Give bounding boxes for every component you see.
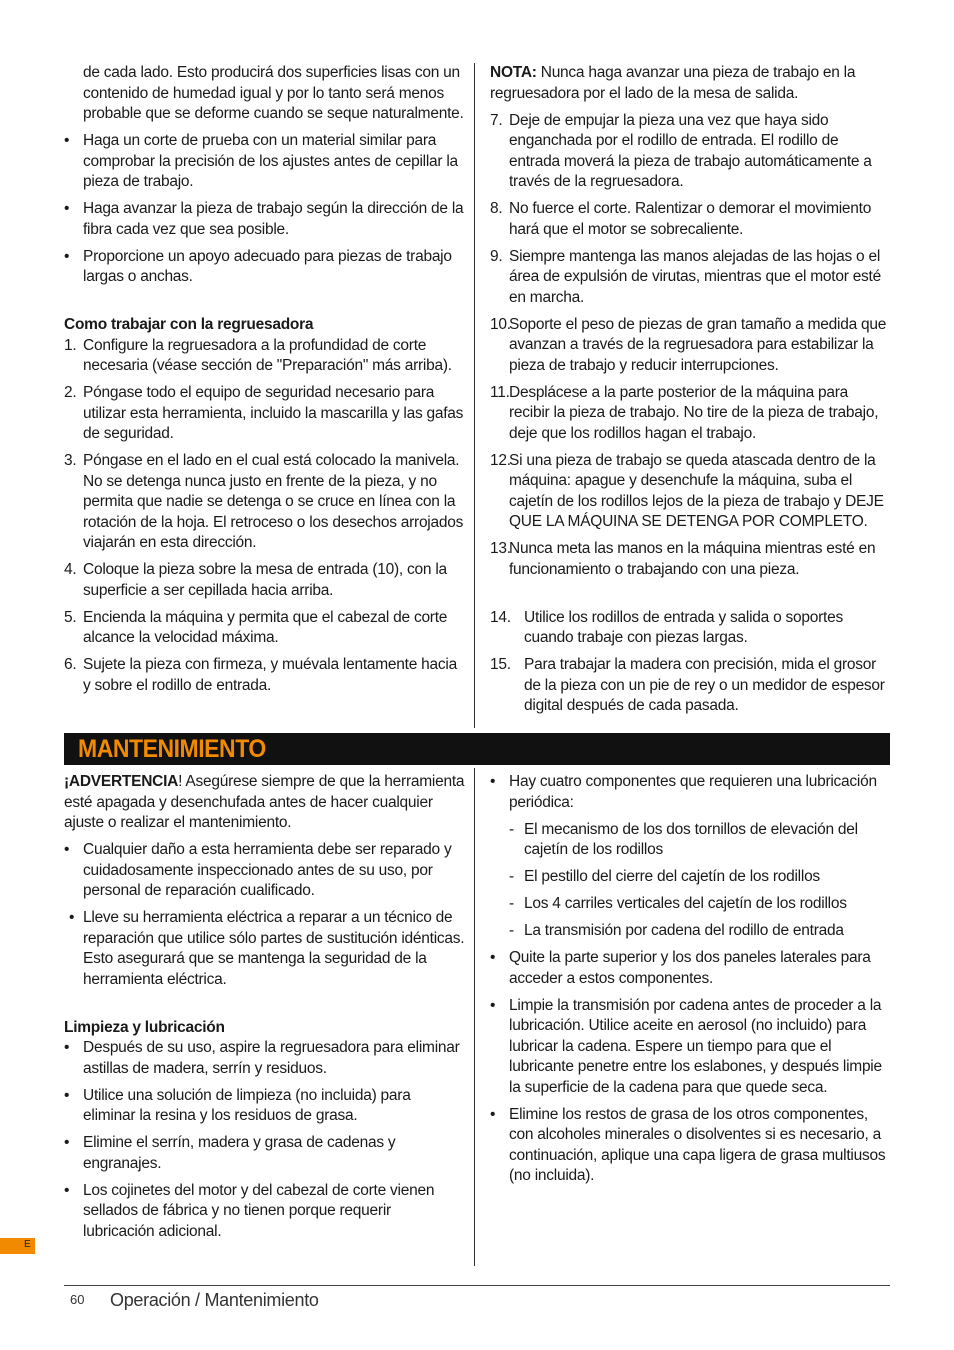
list-item: 7. Deje de empujar la pieza una vez que haya sido enganchada por el rodillo de entrada. El rodillo de entrada moverá la pieza de trabajo automáticamente a través de la regruesadora. bbox=[490, 111, 872, 190]
list-item: 11. Desplácese a la parte posterior de la máquina para recibir la pieza de trabajo. No tire de la pieza de trabajo, deje que los rodillos hagan el trabajo. bbox=[490, 383, 879, 442]
footer-rule bbox=[64, 1285, 890, 1286]
list-item: • Lleve su herramienta eléctrica a reparar a un técnico de reparación que utilice sólo partes de sustitución idénticas. Esto asegurará que se mantenga la seguridad de la herramienta eléctrica. bbox=[69, 909, 465, 988]
list-item: • Elimine el serrín, madera y grasa de cadenas y engranajes. bbox=[64, 1134, 396, 1172]
list-item: 12. Si una pieza de trabajo se queda atascada dentro de la máquina: apague y desenchufe la máquina, suba el cajetín de los rodillos lejos de la pieza de trabajo y DEJE QUE LA MÁQUINA SE DETENGA POR COMPLETO. bbox=[490, 451, 884, 530]
section-heading: Limpieza y lubricación bbox=[64, 1018, 225, 1036]
list-item: 1. Configure la regruesadora a la profundidad de corte necesaria (véase sección de "Preparación" más arriba). bbox=[64, 336, 452, 374]
section-title: MANTENIMIENTO bbox=[78, 735, 266, 763]
list-item: • Haga avanzar la pieza de trabajo según la dirección de la fibra cada vez que sea posible. bbox=[64, 200, 464, 238]
list-item: • Después de su uso, aspire la regruesadora para eliminar astillas de madera, serrín y residuos. bbox=[64, 1039, 460, 1077]
column-divider bbox=[474, 63, 475, 728]
list-item: • Elimine los restos de grasa de los otros componentes, con alcoholes minerales o disolventes si es necesario, a continuación, aplique una capa ligera de grasa multiusos (no incluida). bbox=[490, 1105, 886, 1184]
page-number: 60 bbox=[70, 1292, 85, 1307]
list-item: - El mecanismo de los dos tornillos de elevación del cajetín de los rodillos bbox=[509, 820, 858, 858]
list-item: • Limpie la transmisión por cadena antes de proceder a la lubricación. Utilice aceite en aerosol (no incluido) para lubricar la cadena. Espere un tiempo para que el lubricante penetre entre los eslabones, y después limpie la superficie de la cadena para que quede seca. bbox=[490, 996, 882, 1096]
list-item: • Haga un corte de prueba con un material similar para comprobar la precisión de los ajustes antes de cepillar la pieza de trabajo. bbox=[64, 132, 458, 190]
footer-section-name: Operación / Mantenimiento bbox=[110, 1290, 319, 1310]
list-item: - Los 4 carriles verticales del cajetín de los rodillos bbox=[509, 895, 847, 912]
list-item: 15. Para trabajar la madera con precisión, mida el grosor de la pieza con un pie de rey o un medidor de espesor digital después de cada pasada. bbox=[490, 656, 885, 714]
language-tab bbox=[0, 1238, 35, 1254]
section-band bbox=[64, 733, 890, 765]
list-item: - El pestillo del cierre del cajetín de los rodillos bbox=[509, 868, 820, 885]
top-left-column bbox=[64, 63, 466, 703]
list-item: - La transmisión por cadena del rodillo de entrada bbox=[509, 922, 844, 939]
list-item: 14. Utilice los rodillos de entrada y salida o soportes cuando trabaje con piezas largas. bbox=[490, 608, 843, 646]
bottom-right-column bbox=[490, 772, 892, 1193]
bottom-left-column bbox=[64, 772, 466, 1249]
list-item: • Proporcione un apoyo adecuado para piezas de trabajo largas o anchas. bbox=[64, 247, 452, 285]
list-item: 10. Soporte el peso de piezas de gran tamaño a medida que avanzan a través de la regruesadora para estabilizar la pieza de trabajo y reducir interrupciones. bbox=[490, 315, 887, 374]
list-item: 5. Encienda la máquina y permita que el cabezal de corte alcance la velocidad máxima. bbox=[64, 608, 448, 646]
list-item: 13. Nunca meta las manos en la máquina mientras esté en funcionamiento o trabajando con una pieza. bbox=[490, 540, 876, 578]
column-divider bbox=[474, 768, 475, 1266]
continued-paragraph: de cada lado. Esto producirá dos superficies lisas con un contenido de humedad igual y por lo tanto será menos probable que se deforme cuando se seque naturalmente. bbox=[83, 64, 464, 122]
list-item: • Utilice una solución de limpieza (no incluida) para eliminar la resina y los residuos de grasa. bbox=[64, 1086, 411, 1124]
warning: ¡ADVERTENCIA! Asegúrese siempre de que la herramienta esté apagada y desenchufada antes de hacer cualquier ajuste o realizar el mantenimiento. bbox=[64, 773, 465, 831]
list-item: 9. Siempre mantenga las manos alejadas de las hojas o el área de expulsión de virutas, mientras que el motor esté en marcha. bbox=[490, 247, 881, 306]
top-right-column bbox=[490, 63, 892, 723]
note: NOTA: Nunca haga avanzar una pieza de trabajo en la regruesadora por el lado de la mesa de salida. bbox=[490, 64, 856, 102]
list-item: 6. Sujete la pieza con firmeza, y muévala lentamente hacia y sobre el rodillo de entrada. bbox=[64, 656, 457, 694]
section-heading: Como trabajar con la regruesadora bbox=[64, 316, 314, 333]
list-item: • Los cojinetes del motor y del cabezal de corte vienen sellados de fábrica y no tienen porque requerir lubricación adicional. bbox=[64, 1181, 435, 1240]
list-item: 3. Póngase en el lado en el cual está colocado la manivela. No se detenga nunca justo en frente de la pieza, y no permita que nadie se detenga o se cruce en línea con la rotación de la hoja. El retroceso o los desechos arrojados viajarán en esta dirección. bbox=[64, 452, 464, 551]
list-item: • Hay cuatro componentes que requieren una lubricación periódica: bbox=[490, 773, 877, 811]
list-item: • Cualquier daño a esta herramienta debe ser reparado y cuidadosamente inspeccionado antes de su uso, por personal de reparación cualificado. bbox=[64, 841, 452, 899]
language-tab-label: E bbox=[24, 1239, 31, 1250]
list-item: 4. Coloque la pieza sobre la mesa de entrada (10), con la superficie a ser cepillada hacia arriba. bbox=[64, 561, 447, 599]
list-item: 2. Póngase todo el equipo de seguridad necesario para utilizar esta herramienta, incluido la mascarilla y las gafas de seguridad. bbox=[64, 384, 464, 442]
list-item: • Quite la parte superior y los dos paneles laterales para acceder a estos componentes. bbox=[490, 949, 871, 987]
list-item: 8. No fuerce el corte. Ralentizar o demorar el movimiento hará que el motor se sobrecaliente. bbox=[490, 200, 872, 238]
